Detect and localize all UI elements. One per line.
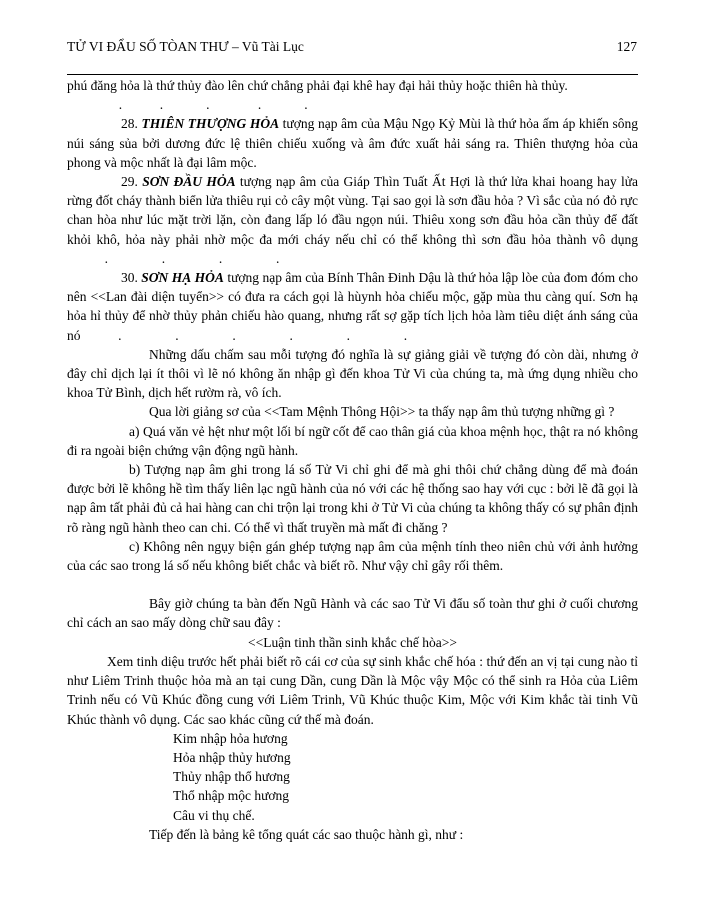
ellipsis-dots — [67, 95, 638, 114]
item-text: tượng nạp âm của Bính Thân Đinh Dậu là thứ hỏa lập lòe của đom đóm cho nên <<Lan đài diện tuyển>> có đưa ra cách gọi là hùynh hỏa chiếu mộc, gặp mùa thu càng quí. Sơn hạ hỏa hỉ thủy để nhờ thủy phản chiếu hào quang, nhưng rất sợ gặp tích lịch hỏa làm tiêu diệt ánh sáng của nó — [67, 270, 638, 343]
list-item-a: a) Quá văn vẻ hệt như một lối bí ngữ cốt để cao thân giá của khoa mệnh học, thật ra nó không đi ra ngoài biện chứng vận động ngũ hành. — [67, 423, 638, 458]
paragraph-28 — [67, 114, 638, 172]
paragraph-text: phú đăng hỏa là thứ thủy đào lên chứ chẳng phải đại khê hay đại hải thủy hoặc thiên hà thủy. — [67, 78, 568, 93]
spacer — [67, 575, 638, 594]
page-number: 127 — [616, 39, 637, 54]
dots: . . . . — [67, 250, 280, 266]
page-header — [67, 39, 637, 59]
paragraph-explanation: Những dấu chấm sau mỗi tượng đó nghĩa là sự giảng giải về tượng đó còn dài, nhưng ở đây chỉ dịch lại ít thôi vì lẽ nó không ăn nhập gì đến khoa Tử Vi của chúng ta, mà ứng dụng nhiều cho khoa Tử Bình, dịch hết rườm rà, vô ích. — [67, 346, 638, 401]
verse-line: Thủy nhập thổ hương — [173, 769, 290, 785]
paragraph-30 — [67, 268, 638, 345]
dots: . . . . . — [67, 97, 308, 113]
item-number: 29. — [121, 174, 138, 190]
verse-line: Thổ nhập mộc hương — [173, 788, 290, 804]
page-body — [67, 76, 638, 844]
paragraph-ngu-hanh: Bây giờ chúng ta bàn đến Ngũ Hành và các sao Tử Vi đẩu số toàn thư ghi ở cuối chương chỉ cách an sao mấy dòng chữ sau đây : — [67, 596, 638, 631]
paragraph-tinh-dieu: Xem tinh diệu trước hết phải biết rõ cái cơ của sự sinh khắc chế hóa : thứ đến an vị tại cung nào tỉ như Liêm Trinh thuộc hỏa mà an tại cung Dần, cung Dần là Mộc vậy Mộc có thể sinh ra Hỏa của Liêm Trinh nếu có Vũ Khúc đồng cung với Liêm Trinh, Vũ Khúc thuộc Kim, Mộc với Kim khắc tài tinh Vũ Khúc thành vô dụng. Các sao khác cũng cứ thế mà đoán. — [67, 653, 638, 727]
section-title-quote: <<Luận tinh thần sinh khắc chế hòa>> — [248, 634, 457, 650]
header-rule — [67, 74, 638, 75]
item-text: tượng nạp âm của Mậu Ngọ Kỷ Mùi là thứ hỏa ấm áp khiến sông núi sáng sủa bởi dương đức lệ thiên chiếu xuống và âm đức xuất hải sáng ra. Thiên thượng hỏa của phong và mộc nhất là đại lâm mộc. — [67, 116, 638, 170]
list-item-b: b) Tượng nạp âm ghi trong lá số Tử Vi chỉ ghi để mà ghi thôi chứ chẳng dùng để mà đoán được bởi lẽ không hề tìm thấy liên lạc ngũ hành của nó với các hệ thống sao hay với cục : bởi lẽ đã gọi là nạp âm tất phải đủ cả hai hàng can chi trộn lại trong khi ở Tử Vi của chúng ta không thấy có sự phân định rõ ràng ngũ hành theo can chi. Có thể vì thất truyền mà mất đi chăng ? — [67, 462, 638, 535]
item-number: 30. — [121, 270, 138, 286]
verse-block — [67, 729, 638, 825]
verse-line: Câu vi thụ chế. — [173, 807, 255, 823]
paragraph-table-intro: Tiếp đến là bảng kê tổng quát các sao thuộc hành gì, như : — [149, 826, 464, 842]
item-text: tượng nạp âm của Giáp Thìn Tuất Ất Hợi là thứ lửa khai hoang hay lửa rừng đốt cháy thành biển lửa thiêu rụi cỏ cây một vùng. Tại sao gọi là sơn đầu hỏa ? Vì sắc của nó đỏ rực chan hòa như lúc mặt trời lặn, còn đang lấp ló đầu ngọn núi. Thiêu xong sơn đầu hỏa cần thủy để đất khỏi khô, hỏa này phải nhờ mộc đa mới cháy nếu chỉ có thể không thì sơn đầu hỏa thành vô dụng — [67, 174, 638, 247]
item-keyword: THIÊN THƯỢNG HỎA — [141, 116, 280, 132]
header-title: TỬ VI ĐẨU SỐ TÒAN THƯ – Vũ Tài Lục — [67, 39, 304, 54]
verse-line: Kim nhập hỏa hương — [173, 730, 288, 746]
paragraph-continuation — [67, 76, 638, 95]
dots: . . . . . . — [80, 327, 408, 343]
item-number: 28. — [121, 116, 138, 132]
item-keyword: SƠN ĐẦU HỎA — [142, 174, 236, 190]
list-item-c: c) Không nên ngụy biện gán ghép tượng nạp âm của mệnh tính theo niên chủ với ảnh hưởng của các sao trong lá số nếu không biết chắc và biết rõ. Như vậy chỉ gây rối thêm. — [67, 538, 638, 574]
verse-line: Hỏa nhập thủy hương — [173, 749, 291, 765]
paragraph-question: Qua lời giảng sơ của <<Tam Mệnh Thông Hội>> ta thấy nạp âm thủ tượng những gì ? — [149, 404, 615, 420]
item-keyword: SƠN HẠ HỎA — [141, 270, 224, 286]
paragraph-29 — [67, 172, 638, 268]
